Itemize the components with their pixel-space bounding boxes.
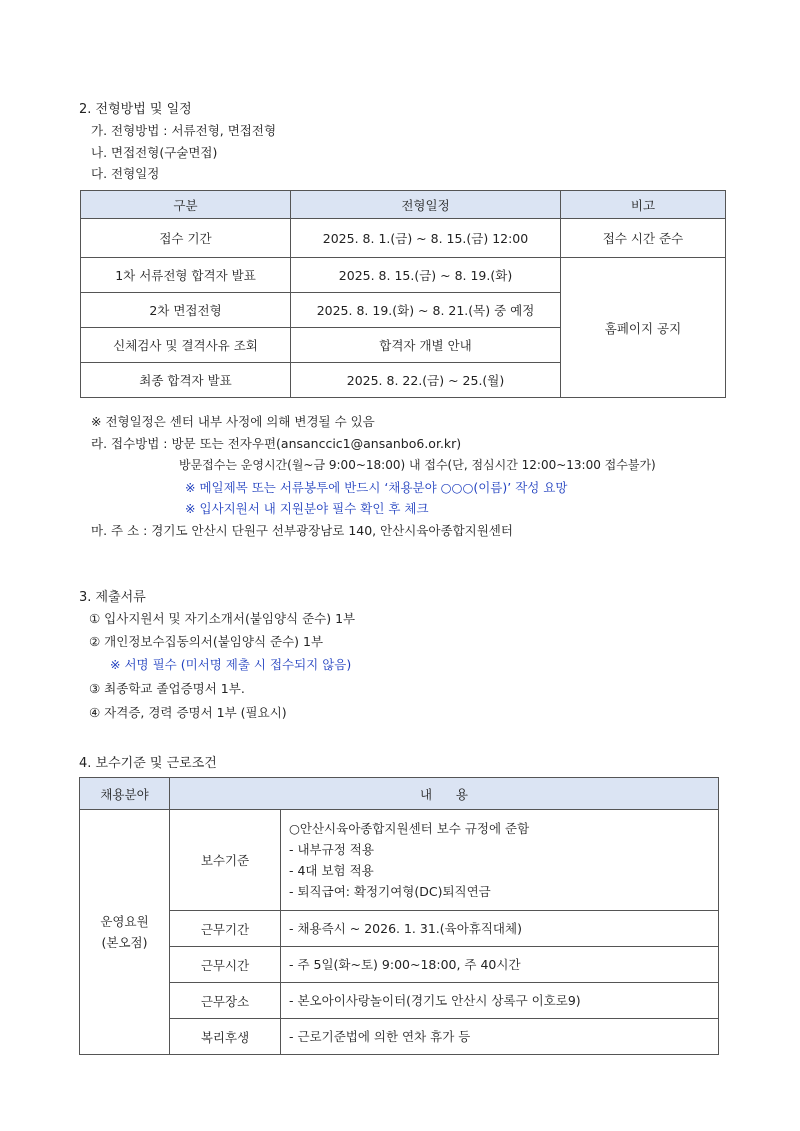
row-content <box>281 810 719 911</box>
doc-item: ① 입사지원서 및 자기소개서(붙임양식 준수) 1부 <box>89 611 356 626</box>
table-row <box>80 911 719 947</box>
row-category: 최종 합격자 발표 <box>81 363 291 398</box>
row-content: - 채용즉시 ~ 2026. 1. 31.(육아휴직대체) <box>281 911 719 947</box>
table-row <box>81 258 726 293</box>
row-label: 보수기준 <box>170 810 281 911</box>
row-category: 2차 면접전형 <box>81 293 291 328</box>
header-category: 구분 <box>81 191 291 219</box>
row-content: - 본오아이사랑놀이터(경기도 안산시 상록구 이호로9) <box>281 983 719 1019</box>
check-field-note: ※ 입사지원서 내 지원분야 필수 확인 후 체크 <box>185 501 429 516</box>
merged-note: 홈페이지 공지 <box>561 258 726 398</box>
row-content: - 근로기준법에 의한 연차 휴가 등 <box>281 1019 719 1055</box>
conditions-table <box>79 777 719 1055</box>
header-field: 채용분야 <box>80 778 170 810</box>
header-schedule: 전형일정 <box>291 191 561 219</box>
table-header-row <box>80 778 719 810</box>
row-label: 복리후생 <box>170 1019 281 1055</box>
role-branch: (본오점) <box>101 935 148 950</box>
header-note: 비고 <box>561 191 726 219</box>
row-schedule: 2025. 8. 15.(금) ~ 8. 19.(화) <box>291 258 561 293</box>
pay-line: - 4대 보험 적용 <box>289 863 374 878</box>
row-category: 1차 서류전형 합격자 발표 <box>81 258 291 293</box>
doc-item: ② 개인정보수집동의서(붙임양식 준수) 1부 <box>89 634 324 649</box>
doc-item: ④ 자격증, 경력 증명서 1부 (필요시) <box>89 705 287 720</box>
table-row <box>81 219 726 258</box>
address: 마. 주 소 : 경기도 안산시 단원구 선부광장남로 140, 안산시육아종합지원센터 <box>91 523 513 538</box>
section4-heading: 4. 보수기준 및 근로조건 <box>79 756 217 771</box>
row-label: 근무기간 <box>170 911 281 947</box>
row-category: 신체검사 및 결격사유 조회 <box>81 328 291 363</box>
table-header-row <box>81 191 726 219</box>
row-note: 접수 시간 준수 <box>561 219 726 258</box>
header-content: 내 용 <box>170 778 719 810</box>
doc-item: ③ 최종학교 졸업증명서 1부. <box>89 681 245 696</box>
pay-line: ○안산시육아종합지원센터 보수 규정에 준함 <box>289 821 530 836</box>
row-content: - 주 5일(화~토) 9:00~18:00, 주 40시간 <box>281 947 719 983</box>
row-schedule: 합격자 개별 안내 <box>291 328 561 363</box>
application-method: 라. 접수방법 : 방문 또는 전자우편(ansanccic1@ansanbo6.or.kr) <box>91 436 462 451</box>
row-schedule: 2025. 8. 19.(화) ~ 8. 21.(목) 중 예정 <box>291 293 561 328</box>
row-label: 근무장소 <box>170 983 281 1019</box>
section3-heading: 3. 제출서류 <box>79 590 146 605</box>
role-name: 운영요원 <box>100 914 149 929</box>
table-row <box>80 983 719 1019</box>
row-schedule: 2025. 8. 1.(금) ~ 8. 15.(금) 12:00 <box>291 219 561 258</box>
row-schedule: 2025. 8. 22.(금) ~ 25.(월) <box>291 363 561 398</box>
signature-note: ※ 서명 필수 (미서명 제출 시 접수되지 않음) <box>110 657 352 672</box>
schedule-table <box>80 190 726 398</box>
row-category: 접수 기간 <box>81 219 291 258</box>
row-label: 근무시간 <box>170 947 281 983</box>
section2-item-schedule: 다. 전형일정 <box>91 166 160 181</box>
section2-item-interview: 나. 면접전형(구술면접) <box>91 145 218 160</box>
schedule-change-notice: ※ 전형일정은 센터 내부 사정에 의해 변경될 수 있음 <box>91 414 375 429</box>
pay-line: - 퇴직급여: 확정기여형(DC)퇴직연금 <box>289 884 491 899</box>
table-row <box>80 947 719 983</box>
table-row <box>80 1019 719 1055</box>
section2-heading: 2. 전형방법 및 일정 <box>79 102 192 117</box>
pay-line: - 내부규정 적용 <box>289 842 374 857</box>
role-cell <box>80 810 170 1055</box>
section2-item-method: 가. 전형방법 : 서류전형, 면접전형 <box>91 123 277 138</box>
visit-hours: 방문접수는 운영시간(월~금 9:00~18:00) 내 접수(단, 점심시간 12:00~13:00 접수불가) <box>179 458 656 472</box>
table-row <box>80 810 719 911</box>
email-subject-note: ※ 메일제목 또는 서류봉투에 반드시 ‘채용분야 ○○○(이름)’ 작성 요망 <box>185 480 568 495</box>
